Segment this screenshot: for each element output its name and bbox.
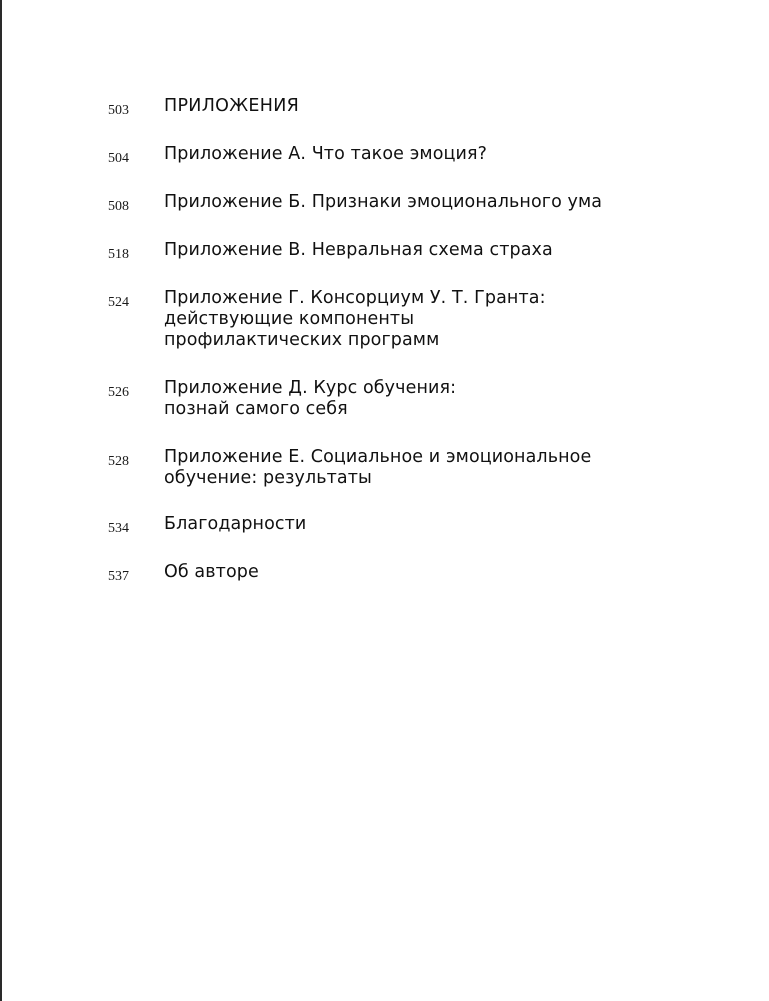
toc-page-number: 534 bbox=[108, 521, 129, 536]
toc-entry-title: ПРИЛОЖЕНИЯ bbox=[164, 96, 300, 116]
toc-page-number: 508 bbox=[108, 199, 129, 214]
toc-page-number: 537 bbox=[108, 569, 129, 584]
toc-page-number: 518 bbox=[108, 247, 129, 262]
toc-entry-appendix-d bbox=[108, 378, 748, 420]
toc-entry-appendix-g bbox=[108, 288, 748, 351]
toc-entry-appendix-v bbox=[108, 240, 748, 263]
toc-page-number: 526 bbox=[108, 385, 129, 400]
toc-entry-appendices-heading bbox=[108, 96, 748, 119]
toc-page-number: 504 bbox=[108, 151, 129, 166]
toc-entry-title: Благодарности bbox=[164, 514, 307, 534]
toc-entry-title: Приложение В. Невральная схема страха bbox=[164, 240, 553, 260]
toc-entry-appendix-e bbox=[108, 447, 748, 489]
page-edge-shadow bbox=[0, 0, 2, 1001]
toc-entry-title: Приложение Д. Курс обучения: познай самого себя bbox=[164, 378, 457, 419]
toc-entry-title: Приложение А. Что такое эмоция? bbox=[164, 144, 488, 164]
toc-entry-title: Приложение Б. Признаки эмоционального ума bbox=[164, 192, 603, 212]
table-of-contents bbox=[108, 96, 748, 585]
toc-entry-about-author bbox=[108, 562, 748, 585]
toc-entry-title: Об авторе bbox=[164, 562, 259, 582]
toc-entry-title: Приложение Е. Социальное и эмоциональное обучение: результаты bbox=[164, 447, 592, 488]
toc-page-number: 503 bbox=[108, 103, 129, 118]
toc-entry-acknowledgements bbox=[108, 514, 748, 537]
toc-page-number: 528 bbox=[108, 454, 129, 469]
toc-entry-title: Приложение Г. Консорциум У. Т. Гранта: действующие компоненты профилактических программ bbox=[164, 288, 546, 350]
toc-entry-appendix-b bbox=[108, 192, 748, 215]
toc-entry-appendix-a bbox=[108, 144, 748, 167]
toc-page-number: 524 bbox=[108, 295, 129, 310]
